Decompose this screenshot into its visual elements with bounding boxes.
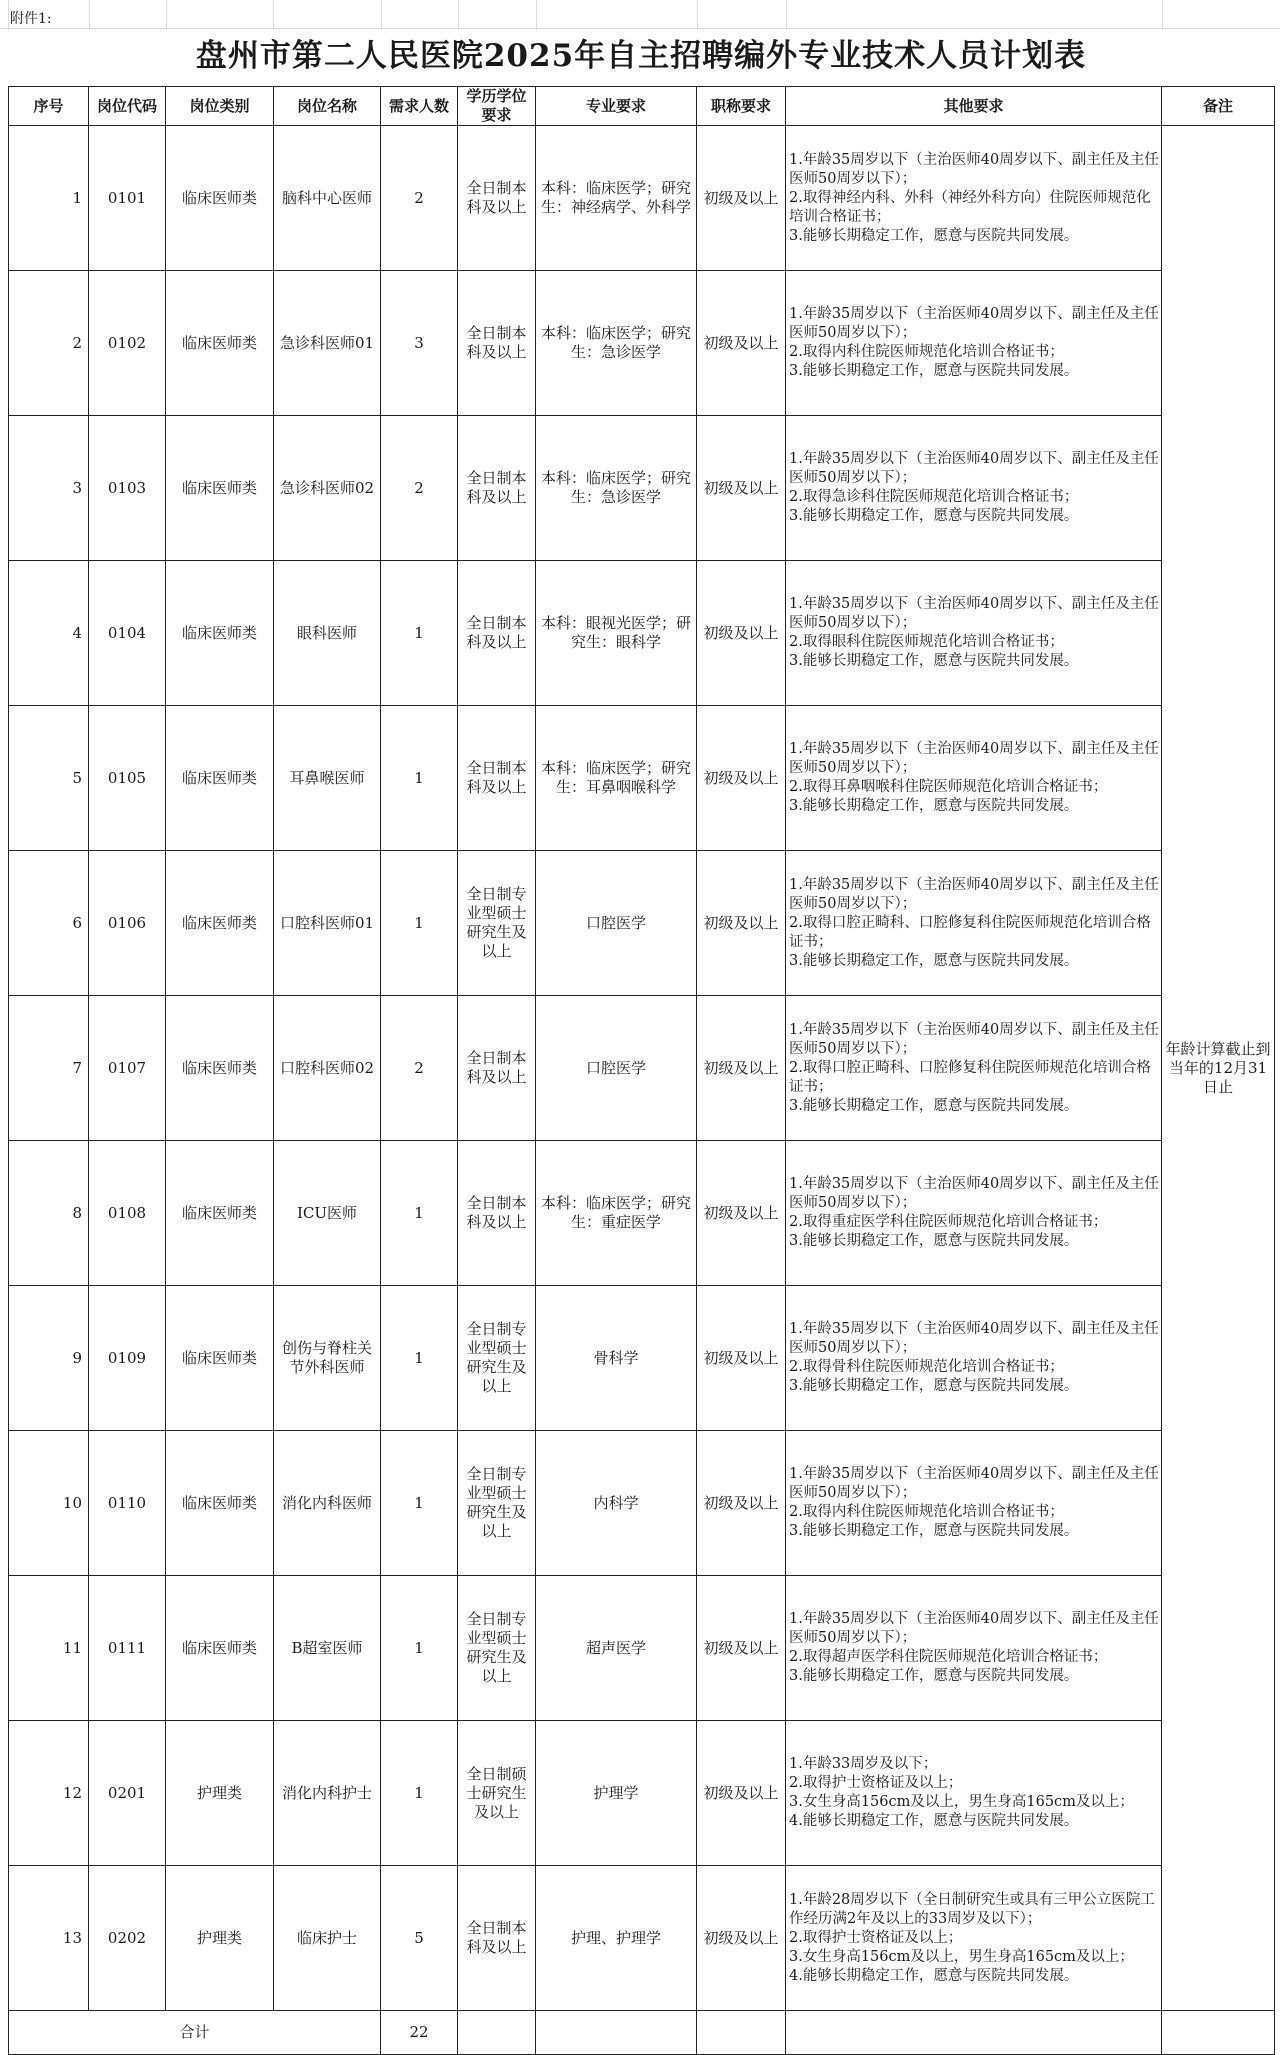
cell-title: 初级及以上: [697, 1721, 786, 1866]
requirement-line: 1.年龄35周岁以下（主治医师40周岁以下、副主任及主任医师50周岁以下）；: [789, 1021, 1159, 1057]
table-row: [9, 851, 1275, 996]
cell-major: 内科学: [536, 1431, 697, 1576]
requirement-line: 3.能够长期稳定工作，愿意与医院共同发展。: [789, 1097, 1079, 1114]
requirement-line: 3.能够长期稳定工作，愿意与医院共同发展。: [789, 1523, 1079, 1539]
total-label: 合计: [9, 2011, 381, 2055]
cell-code: 0110: [89, 1431, 166, 1576]
cell-count: 1: [381, 1721, 458, 1866]
requirement-line: 2.取得护士资格证及以上；: [789, 1775, 963, 1791]
requirement-line: 3.能够长期稳定工作，愿意与医院共同发展。: [789, 798, 1079, 814]
cell-category: 临床医师类: [166, 706, 274, 851]
cell-education: 全日制本科及以上: [458, 561, 536, 706]
requirement-line: 2.取得口腔正畸科、口腔修复科住院医师规范化培训合格证书；: [789, 914, 1151, 950]
cell-title: 初级及以上: [697, 1141, 786, 1286]
table-row: [9, 996, 1275, 1141]
cell-category: 临床医师类: [166, 1576, 274, 1721]
total-empty-cell: [786, 2011, 1162, 2055]
cell-major: 超声医学: [536, 1576, 697, 1721]
requirement-line: 1.年龄35周岁以下（主治医师40周岁以下、副主任及主任医师50周岁以下）；: [789, 1466, 1159, 1501]
requirement-line: 1.年龄35周岁以下（主治医师40周岁以下、副主任及主任医师50周岁以下）；: [789, 1321, 1159, 1356]
cell-education: 全日制本科及以上: [458, 126, 536, 271]
requirement-line: 1.年龄35周岁以下（主治医师40周岁以下、副主任及主任医师50周岁以下）；: [789, 596, 1159, 631]
cell-title: 初级及以上: [697, 1576, 786, 1721]
header-code: 岗位代码: [89, 87, 166, 126]
cell-name: 口腔科医师01: [274, 851, 381, 996]
header-category: 岗位类别: [166, 87, 274, 126]
cell-other-requirements: [786, 1141, 1162, 1286]
requirement-line: 2.取得内科住院医师规范化培训合格证书；: [789, 344, 1064, 360]
cell-category: 临床医师类: [166, 1141, 274, 1286]
cell-name: 消化内科护士: [274, 1721, 381, 1866]
cell-name: 眼科医师: [274, 561, 381, 706]
page-title: 盘州市第二人民医院2025年自主招聘编外专业技术人员计划表: [195, 38, 1087, 74]
cell-title: 初级及以上: [697, 1286, 786, 1431]
cell-no: 12: [9, 1721, 89, 1866]
header-major: 专业要求: [536, 87, 697, 126]
cell-no: 7: [9, 996, 89, 1141]
table-row: [9, 706, 1275, 851]
cell-category: 临床医师类: [166, 561, 274, 706]
cell-title: 初级及以上: [697, 996, 786, 1141]
requirement-line: 2.取得超声医学科住院医师规范化培训合格证书；: [789, 1649, 1108, 1665]
cell-name: B超室医师: [274, 1576, 381, 1721]
cell-name: 创伤与脊柱关节外科医师: [274, 1286, 381, 1431]
cell-count: 1: [381, 1286, 458, 1431]
cell-no: 11: [9, 1576, 89, 1721]
cell-code: 0201: [89, 1721, 166, 1866]
cell-count: 1: [381, 851, 458, 996]
table-row: [9, 126, 1275, 271]
cell-education: 全日制专业型硕士研究生及以上: [458, 851, 536, 996]
requirement-line: 3.能够长期稳定工作，愿意与医院共同发展。: [789, 1233, 1079, 1249]
cell-major: 骨科学: [536, 1286, 697, 1431]
requirement-line: 2.取得急诊科住院医师规范化培训合格证书；: [789, 489, 1079, 505]
cell-count: 2: [381, 126, 458, 271]
cell-no: 6: [9, 851, 89, 996]
cell-other-requirements: [786, 271, 1162, 416]
cell-title: 初级及以上: [697, 126, 786, 271]
header-no: 序号: [9, 87, 89, 126]
cell-other-requirements: [786, 851, 1162, 996]
requirement-line: 4.能够长期稳定工作，愿意与医院共同发展。: [789, 1967, 1079, 1984]
cell-major: 本科：临床医学；研究生：重症医学: [536, 1141, 697, 1286]
cell-title: 初级及以上: [697, 706, 786, 851]
cell-count: 1: [381, 561, 458, 706]
requirement-line: 2.取得眼科住院医师规范化培训合格证书；: [789, 634, 1064, 650]
cell-other-requirements: [786, 126, 1162, 271]
requirement-line: 4.能够长期稳定工作，愿意与医院共同发展。: [789, 1813, 1079, 1829]
table-row: [9, 1866, 1275, 2011]
table-row: [9, 561, 1275, 706]
cell-category: 临床医师类: [166, 126, 274, 271]
total-count: 22: [381, 2011, 458, 2055]
total-empty-cell: [458, 2011, 536, 2055]
cell-education: 全日制本科及以上: [458, 1141, 536, 1286]
requirement-line: 1.年龄35周岁以下（主治医师40周岁以下、副主任及主任医师50周岁以下）；: [789, 451, 1159, 486]
table-row: [9, 1576, 1275, 1721]
requirement-line: 2.取得内科住院医师规范化培训合格证书；: [789, 1504, 1064, 1520]
cell-education: 全日制专业型硕士研究生及以上: [458, 1431, 536, 1576]
cell-no: 2: [9, 271, 89, 416]
requirement-line: 1.年龄35周岁以下（主治医师40周岁以下、副主任及主任医师50周岁以下）；: [789, 876, 1159, 912]
total-empty-cell: [697, 2011, 786, 2055]
requirement-line: 3.能够长期稳定工作，愿意与医院共同发展。: [789, 363, 1079, 379]
requirement-line: 2.取得耳鼻咽喉科住院医师规范化培训合格证书；: [789, 779, 1108, 795]
total-empty-cell: [536, 2011, 697, 2055]
cell-major: 本科：眼视光医学；研究生：眼科学: [536, 561, 697, 706]
cell-other-requirements: [786, 416, 1162, 561]
header-name: 岗位名称: [274, 87, 381, 126]
table-header-row: [9, 87, 1275, 126]
cell-no: 13: [9, 1866, 89, 2011]
cell-name: 口腔科医师02: [274, 996, 381, 1141]
cell-name: 急诊科医师01: [274, 271, 381, 416]
cell-count: 2: [381, 996, 458, 1141]
cell-title: 初级及以上: [697, 851, 786, 996]
header-remark: 备注: [1162, 87, 1275, 126]
cell-education: 全日制本科及以上: [458, 416, 536, 561]
attachment-label: 附件1:: [10, 11, 52, 27]
cell-other-requirements: [786, 706, 1162, 851]
cell-title: 初级及以上: [697, 416, 786, 561]
cell-major: 护理学: [536, 1721, 697, 1866]
table-row: [9, 1286, 1275, 1431]
requirement-line: 2.取得重症医学科住院医师规范化培训合格证书；: [789, 1214, 1108, 1230]
cell-category: 临床医师类: [166, 851, 274, 996]
cell-other-requirements: [786, 1866, 1162, 2011]
cell-code: 0104: [89, 561, 166, 706]
table-row: [9, 416, 1275, 561]
cell-no: 9: [9, 1286, 89, 1431]
cell-no: 8: [9, 1141, 89, 1286]
cell-no: 4: [9, 561, 89, 706]
cell-education: 全日制本科及以上: [458, 706, 536, 851]
cell-count: 1: [381, 1141, 458, 1286]
cell-code: 0105: [89, 706, 166, 851]
cell-code: 0102: [89, 271, 166, 416]
header-other: 其他要求: [786, 87, 1162, 126]
recruitment-plan-table: [8, 86, 1275, 2055]
cell-code: 0103: [89, 416, 166, 561]
header-education: 学历学位要求: [458, 87, 536, 126]
requirement-line: 3.能够长期稳定工作，愿意与医院共同发展。: [789, 1668, 1079, 1684]
cell-no: 10: [9, 1431, 89, 1576]
cell-major: 本科：临床医学；研究生：神经病学、外科学: [536, 126, 697, 271]
requirement-line: 3.能够长期稳定工作，愿意与医院共同发展。: [789, 1378, 1079, 1394]
cell-other-requirements: [786, 1286, 1162, 1431]
requirement-line: 1.年龄33周岁及以下；: [789, 1756, 938, 1772]
cell-count: 1: [381, 706, 458, 851]
cell-no: 5: [9, 706, 89, 851]
header-title: 职称要求: [697, 87, 786, 126]
cell-category: 临床医师类: [166, 271, 274, 416]
cell-major: 护理、护理学: [536, 1866, 697, 2011]
requirement-line: 3.女生身高156cm及以上，男生身高165cm及以上；: [789, 1794, 1134, 1810]
cell-other-requirements: [786, 561, 1162, 706]
table-body: [9, 126, 1275, 2055]
requirement-line: 1.年龄35周岁以下（主治医师40周岁以下、副主任及主任医师50周岁以下）；: [789, 1176, 1159, 1211]
cell-major: 本科：临床医学；研究生：急诊医学: [536, 271, 697, 416]
cell-no: 3: [9, 416, 89, 561]
requirement-line: 2.取得护士资格证及以上；: [789, 1929, 963, 1946]
cell-category: 护理类: [166, 1721, 274, 1866]
requirement-line: 1.年龄35周岁以下（主治医师40周岁以下、副主任及主任医师50周岁以下）；: [789, 1611, 1159, 1646]
cell-code: 0107: [89, 996, 166, 1141]
cell-title: 初级及以上: [697, 271, 786, 416]
cell-code: 0106: [89, 851, 166, 996]
requirement-line: 1.年龄35周岁以下（主治医师40周岁以下、副主任及主任医师50周岁以下）；: [789, 306, 1159, 341]
cell-name: 消化内科医师: [274, 1431, 381, 1576]
cell-title: 初级及以上: [697, 1866, 786, 2011]
cell-category: 临床医师类: [166, 1431, 274, 1576]
cell-title: 初级及以上: [697, 1431, 786, 1576]
cell-category: 临床医师类: [166, 1286, 274, 1431]
requirement-line: 1.年龄35周岁以下（主治医师40周岁以下、副主任及主任医师50周岁以下）；: [789, 741, 1159, 776]
cell-count: 1: [381, 1431, 458, 1576]
cell-other-requirements: [786, 1431, 1162, 1576]
cell-education: 全日制专业型硕士研究生及以上: [458, 1286, 536, 1431]
requirement-line: 1.年龄28周岁以下（全日制研究生或具有三甲公立医院工作经历满2年及以上的33周岁及以下）；: [789, 1891, 1155, 1927]
cell-education: 全日制本科及以上: [458, 1866, 536, 2011]
cell-code: 0111: [89, 1576, 166, 1721]
cell-name: 临床护士: [274, 1866, 381, 2011]
requirement-line: 1.年龄35周岁以下（主治医师40周岁以下、副主任及主任医师50周岁以下）；: [789, 151, 1159, 187]
cell-no: 1: [9, 126, 89, 271]
cell-title: 初级及以上: [697, 561, 786, 706]
header-count: 需求人数: [381, 87, 458, 126]
cell-major: 口腔医学: [536, 996, 697, 1141]
requirement-line: 3.女生身高156cm及以上，男生身高165cm及以上；: [789, 1948, 1134, 1965]
total-row: [9, 2011, 1275, 2055]
cell-count: 5: [381, 1866, 458, 2011]
cell-other-requirements: [786, 996, 1162, 1141]
cell-count: 1: [381, 1576, 458, 1721]
requirement-line: 3.能够长期稳定工作，愿意与医院共同发展。: [789, 653, 1079, 669]
cell-education: 全日制本科及以上: [458, 996, 536, 1141]
cell-name: 耳鼻喉医师: [274, 706, 381, 851]
requirement-line: 2.取得口腔正畸科、口腔修复科住院医师规范化培训合格证书；: [789, 1059, 1151, 1095]
cell-code: 0202: [89, 1866, 166, 2011]
cell-code: 0109: [89, 1286, 166, 1431]
cell-other-requirements: [786, 1576, 1162, 1721]
cell-major: 本科：临床医学；研究生：急诊医学: [536, 416, 697, 561]
cell-other-requirements: [786, 1721, 1162, 1866]
cell-name: ICU医师: [274, 1141, 381, 1286]
requirement-line: 3.能够长期稳定工作，愿意与医院共同发展。: [789, 508, 1079, 524]
table-row: [9, 1141, 1275, 1286]
cell-code: 0101: [89, 126, 166, 271]
table-row: [9, 271, 1275, 416]
requirement-line: 2.取得神经内科、外科（神经外科方向）住院医师规范化培训合格证书；: [789, 189, 1151, 225]
cell-major: 本科：临床医学；研究生：耳鼻咽喉科学: [536, 706, 697, 851]
cell-category: 临床医师类: [166, 996, 274, 1141]
cell-major: 口腔医学: [536, 851, 697, 996]
table-row: [9, 1721, 1275, 1866]
cell-count: 3: [381, 271, 458, 416]
cell-category: 护理类: [166, 1866, 274, 2011]
cell-education: 全日制专业型硕士研究生及以上: [458, 1576, 536, 1721]
total-empty-cell: [1162, 2011, 1275, 2055]
table-row: [9, 1431, 1275, 1576]
cell-name: 急诊科医师02: [274, 416, 381, 561]
requirement-line: 3.能够长期稳定工作，愿意与医院共同发展。: [789, 952, 1079, 969]
cell-code: 0108: [89, 1141, 166, 1286]
requirement-line: 3.能够长期稳定工作，愿意与医院共同发展。: [789, 227, 1079, 244]
cell-remark: 年龄计算截止到当年的12月31日止: [1162, 126, 1275, 2011]
requirement-line: 2.取得骨科住院医师规范化培训合格证书；: [789, 1359, 1064, 1375]
cell-education: 全日制本科及以上: [458, 271, 536, 416]
cell-name: 脑科中心医师: [274, 126, 381, 271]
cell-count: 2: [381, 416, 458, 561]
cell-category: 临床医师类: [166, 416, 274, 561]
cell-education: 全日制硕士研究生及以上: [458, 1721, 536, 1866]
